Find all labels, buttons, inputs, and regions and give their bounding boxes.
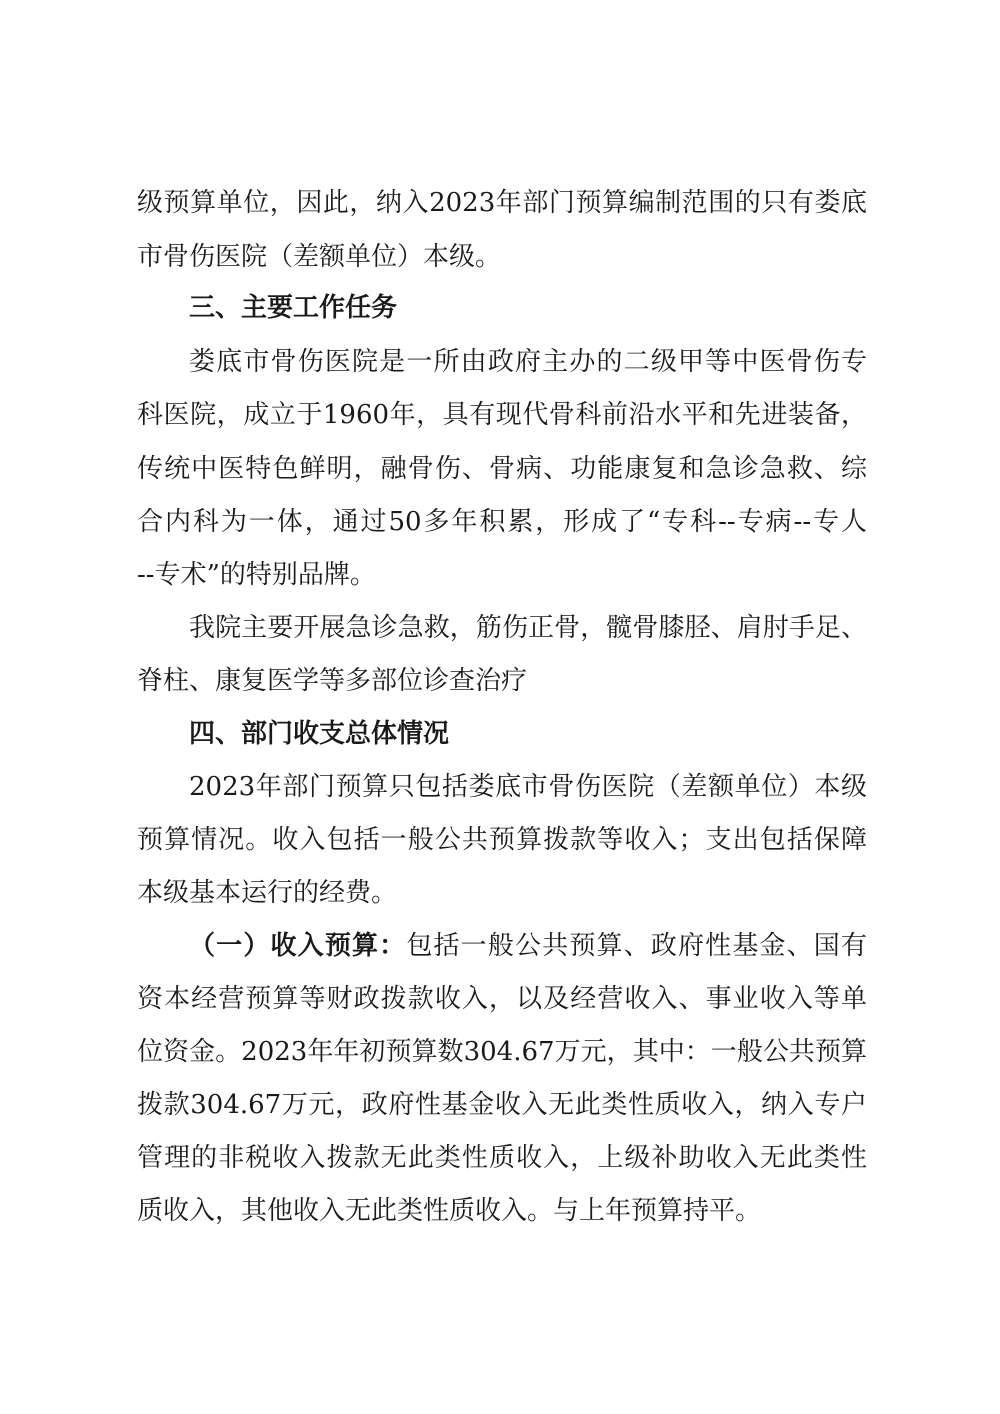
paragraph-line: 我院主要开展急诊急救，筋伤正骨，髋骨膝胫、肩肘手足、: [189, 613, 867, 643]
section-heading-main-tasks: 三、主要工作任务: [189, 293, 398, 323]
paragraph-line: 质收入，其他收入无此类性质收入。与上年预算持平。: [137, 1196, 762, 1226]
paragraph-line: 2023年部门预算只包括娄底市骨伤医院（差额单位）本级: [189, 772, 867, 802]
subsection-lead-income-budget: （一）收入预算：: [189, 931, 407, 961]
paragraph-line: 娄底市骨伤医院是一所由政府主办的二级甲等中医骨伤专: [189, 347, 867, 377]
paragraph-line: 拨款304.67万元，政府性基金收入无此类性质收入，纳入专户: [137, 1090, 867, 1120]
paragraph-line: [189, 929, 867, 963]
section-heading-budget-overview: 四、部门收支总体情况: [189, 719, 450, 749]
paragraph-line: --专术”的特别品牌。: [137, 560, 376, 590]
paragraph-line: 级预算单位，因此，纳入2023年部门预算编制范围的只有娄底: [137, 188, 867, 218]
paragraph-line: 本级基本运行的经费。: [137, 878, 398, 908]
paragraph-line: 管理的非税收入拨款无此类性质收入，上级补助收入无此类性: [137, 1143, 867, 1173]
paragraph-line: 预算情况。收入包括一般公共预算拨款等收入；支出包括保障: [137, 825, 867, 855]
paragraph-line: 资本经营预算等财政拨款收入，以及经营收入、事业收入等单: [137, 984, 867, 1014]
paragraph-text: 包括一般公共预算、政府性基金、国有: [406, 931, 867, 961]
paragraph-line: 位资金。2023年年初预算数304.67万元，其中：一般公共预算: [137, 1037, 867, 1067]
paragraph-line: 市骨伤医院（差额单位）本级。: [137, 242, 502, 272]
paragraph-line: 传统中医特色鲜明，融骨伤、骨病、功能康复和急诊急救、综: [137, 454, 867, 484]
paragraph-line: 脊柱、康复医学等多部位诊查治疗: [137, 666, 528, 696]
paragraph-line: 合内科为一体，通过50多年积累，形成了“专科--专病--专人: [137, 507, 867, 537]
paragraph-line: 科医院，成立于1960年，具有现代骨科前沿水平和先进装备，: [137, 400, 867, 430]
